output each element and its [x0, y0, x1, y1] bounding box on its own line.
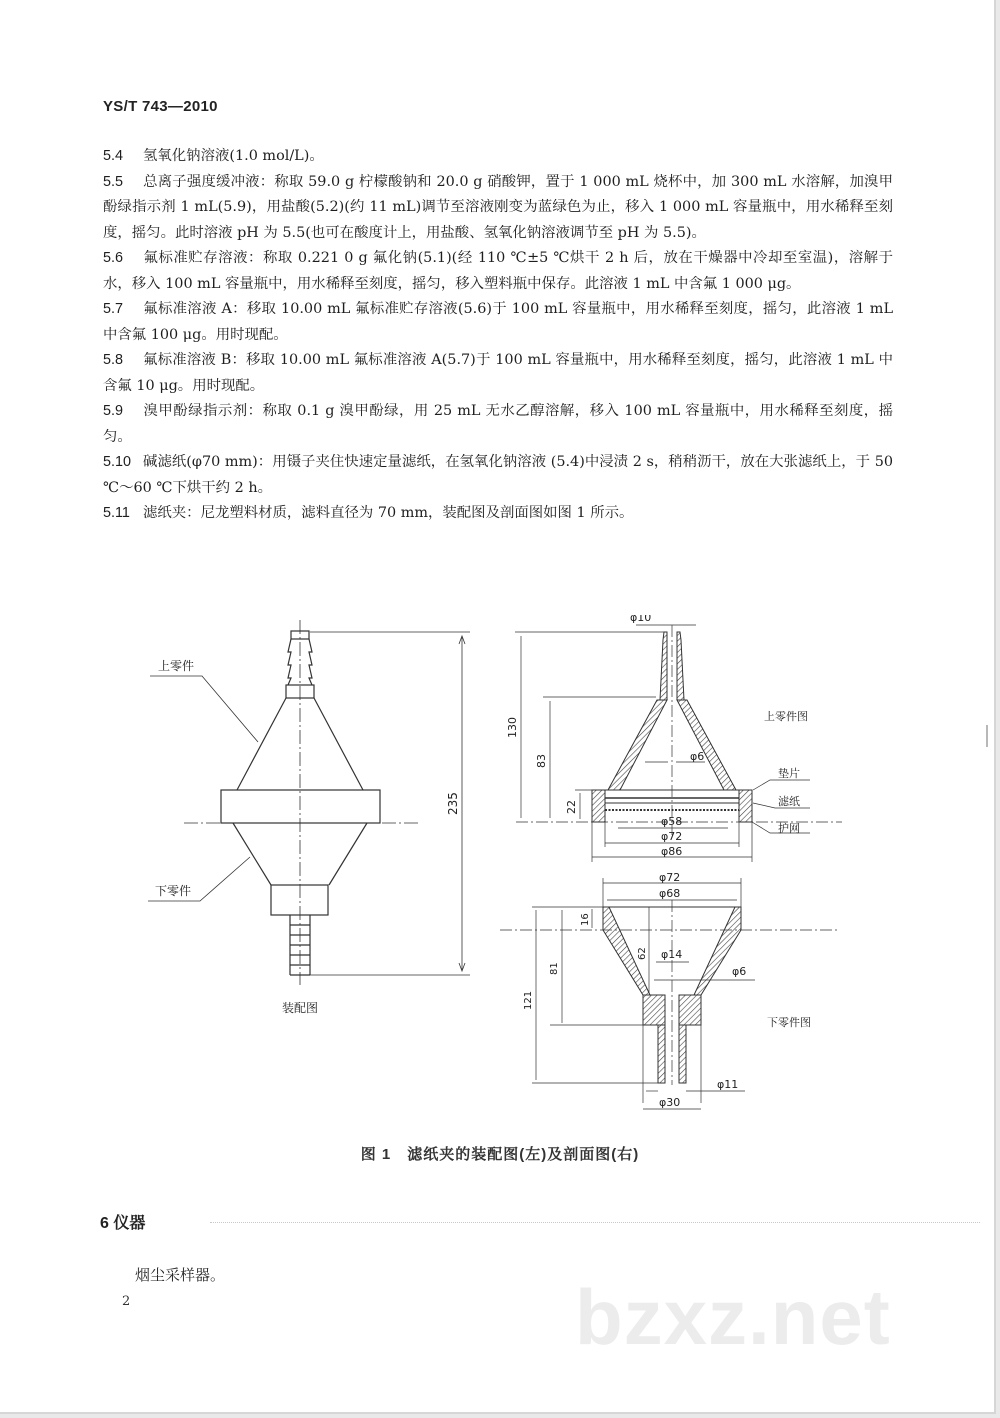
clause-number: 5.9	[103, 403, 124, 419]
lower-part-section	[500, 878, 840, 1109]
label-upper-part: 上零件	[158, 659, 195, 673]
section-6-heading: 6 仪器	[100, 1215, 146, 1232]
page-number: 2	[122, 1294, 131, 1309]
assembly-caption: 装配图	[282, 1001, 319, 1015]
clause-text: 氟标准溶液 B：移取 10.00 mL 氟标准溶液 A(5.7)于 100 mL 容量瓶中，用水稀释至刻度，摇匀，此溶液 1 mL 中含氟 10 μg。用时现配。	[103, 352, 893, 394]
upper-section-title: 上零件图	[764, 710, 808, 723]
clause-number: 5.8	[103, 352, 124, 368]
dim-upper-total-height: 130	[506, 717, 519, 738]
reagents-section	[103, 144, 893, 527]
dim-lower-d68: φ68	[659, 887, 681, 900]
dim-top-bore: φ10	[630, 615, 652, 624]
dim-upper-cone-height: 83	[535, 754, 548, 768]
clause-text: 氟标准贮存溶液：称取 0.221 0 g 氟化钠(5.1)(经 110 ℃±5 ℃烘干 2 h 后，放在干燥器中冷却至室温)，溶解于水，移入 100 mL 容量瓶中，用水稀释至刻度，摇匀，移入塑料瓶中保存。此溶液 1 mL 中含氟 1 000 μg。	[103, 250, 893, 292]
watermark: bzxz.net	[575, 1273, 891, 1361]
clause-number: 5.7	[103, 301, 124, 317]
scan-noise-divider	[210, 1222, 980, 1227]
dim-hub-d14: φ14	[661, 948, 683, 961]
dim-cone-height: 62	[637, 947, 648, 960]
paragraph-5-11	[103, 501, 893, 527]
clause-text: 碱滤纸(φ70 mm)：用镊子夹住快速定量滤纸，在氢氧化钠溶液 (5.4)中浸渍 2 s，稍稍沥干，放在大张滤纸上，于 50 ℃～60 ℃下烘干约 2 h。	[103, 454, 893, 496]
clause-number: 5.11	[103, 505, 130, 521]
paragraph-5-4	[103, 144, 893, 170]
lower-section-title: 下零件图	[767, 1016, 811, 1029]
paragraph-5-5	[103, 170, 893, 247]
label-lower-part: 下零件	[155, 884, 192, 898]
clause-text: 总离子强度缓冲液：称取 59.0 g 柠檬酸钠和 20.0 g 硝酸钾，置于 1 000 mL 烧杯中，加 300 mL 水溶解，加溴甲酚绿指示剂 1 mL(5.9)，用盐酸(5.2)(约 11 mL)调节至溶液刚变为蓝绿色为止，移入 1 000 mL 容量瓶中，用水稀释至刻度，摇匀。此时溶液 pH 为 5.5(也可在酸度计上，用盐酸、氢氧化钠溶液调节至 pH 为 5.5)。	[103, 173, 893, 241]
dim-inner-bore: φ6	[690, 750, 705, 763]
clause-number: 5.4	[103, 148, 124, 164]
clause-text: 氢氧化钠溶液(1.0 mol/L)。	[143, 148, 324, 164]
section-6-body: 烟尘采样器。	[135, 1266, 226, 1284]
label-filter-paper: 滤纸	[778, 795, 800, 808]
dim-d58: φ58	[661, 815, 683, 828]
figure-caption: 图 1 滤纸夹的装配图(左)及剖面图(右)	[360, 1146, 640, 1163]
dim-total-height: 235	[446, 792, 460, 815]
paragraph-5-8	[103, 348, 893, 399]
clause-text: 氟标准溶液 A：移取 10.00 mL 氟标准贮存溶液(5.6)于 100 mL 容量瓶中，用水稀释至刻度，摇匀，此溶液 1 mL 中含氟 100 μg。用时现配。	[103, 301, 893, 343]
dim-lower-total-height: 121	[523, 990, 534, 1010]
figure-1-filter-holder	[140, 615, 860, 1125]
label-gasket: 垫片	[778, 767, 800, 780]
scan-margin-mark	[986, 725, 988, 747]
paragraph-5-6	[103, 246, 893, 297]
dim-rim-height: 16	[580, 913, 591, 926]
clause-number: 5.6	[103, 250, 124, 266]
dim-lower-d72: φ72	[659, 871, 681, 884]
standard-code-header: YS/T 743—2010	[103, 98, 218, 115]
dim-d72: φ72	[661, 830, 683, 843]
clause-number: 5.5	[103, 173, 124, 190]
paragraph-5-9	[103, 399, 893, 450]
filter-holder-drawing	[140, 615, 860, 1125]
clause-text: 滤纸夹：尼龙塑料材质，滤料直径为 70 mm，装配图及剖面图如图 1 所示。	[143, 505, 634, 521]
dim-base-d30: φ30	[659, 1096, 681, 1109]
clause-number: 5.10	[103, 454, 132, 470]
dim-ring-height: 22	[565, 800, 578, 814]
dim-d86: φ86	[661, 845, 683, 858]
paragraph-5-10	[103, 450, 893, 501]
label-protective-mesh: 护网	[778, 822, 800, 835]
dim-bore-d6: φ6	[732, 965, 747, 978]
assembly-drawing	[148, 620, 470, 985]
dim-body-height: 81	[549, 962, 560, 975]
dim-stem-d11: φ11	[717, 1078, 739, 1091]
paragraph-5-7	[103, 297, 893, 348]
clause-text: 溴甲酚绿指示剂：称取 0.1 g 溴甲酚绿，用 25 mL 无水乙醇溶解，移入 100 mL 容量瓶中，用水稀释至刻度，摇匀。	[103, 403, 893, 445]
